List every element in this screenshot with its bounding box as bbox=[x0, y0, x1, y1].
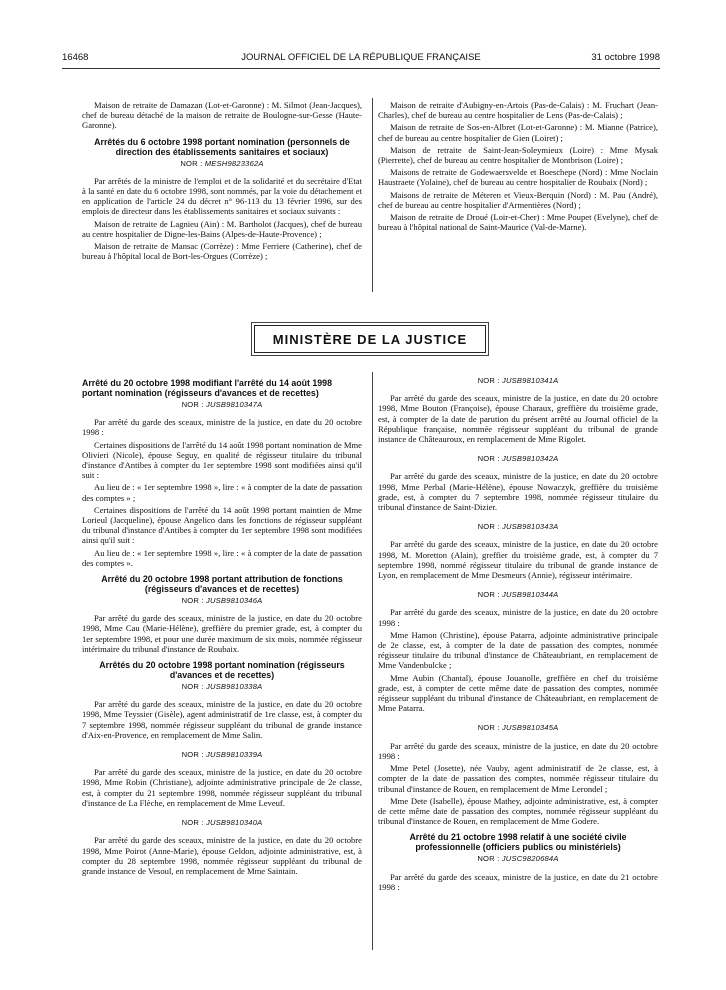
nor-reference: NOR : JUSB9810347A bbox=[181, 400, 263, 409]
nor-reference: NOR : JUSB9810338A bbox=[181, 682, 263, 692]
issue-date: 31 octobre 1998 bbox=[591, 52, 660, 63]
bottom-left-column bbox=[82, 372, 362, 878]
paragraph: Par arrêté du garde des sceaux, ministre de la justice, en date du 20 octobre 1998, Mme Cau (Marie-Hélène), greffière du premier grade, est, à compter du 1er septembre 1998, et pour une durée maximum de six mois, nommée régisseur intérimaire du tribunal d'instance de Roubaix. bbox=[82, 613, 362, 654]
paragraph: Maison de retraite de Droué (Loir-et-Cher) : Mme Poupet (Evelyne), chef de bureau à l'hôpital national de Saint-Maurice (Val-de-Marne). bbox=[378, 212, 658, 233]
journal-title: JOURNAL OFFICIEL DE LA RÉPUBLIQUE FRANÇAISE bbox=[241, 52, 481, 63]
ministry-title-box bbox=[254, 325, 486, 353]
paragraph: Mme Hamon (Christine), épouse Patarra, adjointe administrative principale de 2e classe, est, à compter de la date de passation des comptes, nommée régisseur titulaire du tribunal d'instance de Châteaubriant, en remplacement de Mme Vandenbulcke ; bbox=[378, 629, 658, 671]
paragraph: Maison de retraite de Mansac (Corrèze) : Mme Ferriere (Catherine), chef de bureau à l'hôpital local de Bort-les-Orgues (Corrèze) ; bbox=[82, 241, 362, 262]
nor-reference: NOR : JUSB9810341A bbox=[477, 376, 559, 385]
paragraph: Mme Dete (Isabelle), épouse Mathey, adjointe administrative, est, à compter de cette même date de passation des comptes, nommée régisseur suppléant du tribunal d'instance de Rouen, en remplacement de Mme Godere. bbox=[378, 795, 658, 827]
paragraph: Par arrêtés de la ministre de l'emploi et de la solidarité et du secrétaire d'Etat à la santé en date du 6 octobre 1998, sont nommés, par la voie du détachement et en application de l'article 24 du décret n° 96-113 du 13 février 1996, sur des emplois de directeur dans les établissements sanitaires et sociaux suivants : bbox=[82, 175, 362, 217]
nor-code: JUSB9810343A bbox=[501, 522, 559, 532]
nor-code: JUSB9810346A bbox=[205, 596, 263, 606]
nor-reference bbox=[82, 159, 362, 169]
paragraph: Par arrêté du garde des sceaux, ministre de la justice, en date du 20 octobre 1998 : bbox=[378, 740, 658, 761]
column-divider-bottom bbox=[372, 372, 373, 950]
paragraph: Au lieu de : « 1er septembre 1998 », lire : « à compter de la date de passation des comptes » ; bbox=[82, 482, 362, 503]
nor-code: JUSC9820684A bbox=[501, 854, 559, 864]
paragraph: Maisons de retraite de Godewaersvelde et Boeschepe (Nord) : Mme Noclain Haustraete (Yolaine), chef de bureau au centre hospitalier de Roubaix (Nord) ; bbox=[378, 167, 658, 188]
nor-reference: NOR : JUSB9810340A bbox=[181, 818, 263, 828]
top-right-column bbox=[378, 100, 658, 234]
nor-reference: NOR : JUSB9810343A bbox=[477, 522, 559, 532]
nor-code: JUSB9810342A bbox=[501, 454, 559, 464]
paragraph: Par arrêté du garde des sceaux, ministre de la justice, en date du 20 octobre 1998, M. Moretton (Alain), greffier du troisième grade, est, à compter du 7 septembre 1998, nommé régisseur titulaire du tribunal de grande instance de Lyon, en remplacement de Mme Desmeurs (Annie), régisseur intérimaire. bbox=[378, 539, 658, 581]
paragraph: Par arrêté du garde des sceaux, ministre de la justice, en date du 20 octobre 1998 : bbox=[378, 607, 658, 628]
top-left-column bbox=[82, 100, 362, 263]
nor-reference: NOR : JUSB9810346A bbox=[181, 596, 263, 606]
paragraph: Par arrêté du garde des sceaux, ministre de la justice, en date du 20 octobre 1998 : bbox=[82, 417, 362, 438]
page-number: 16468 bbox=[62, 52, 89, 63]
paragraph: Maison de retraite d'Aubigny-en-Artois (Pas-de-Calais) : M. Fruchart (Jean-Charles), chef de bureau au centre hospitalier de Lens (Pas-de-Calais) ; bbox=[378, 100, 658, 121]
header-rule bbox=[62, 68, 660, 69]
nor-reference: NOR : JUSB9810339A bbox=[181, 750, 263, 760]
section-heading: Arrêté du 20 octobre 1998 portant attribution de fonctions (régisseurs d'avances et de recettes) bbox=[101, 574, 343, 595]
nor-code: JUSB9810345A bbox=[501, 723, 559, 733]
nor-reference: NOR : JUSC9820684A bbox=[477, 854, 559, 864]
paragraph: Mme Petel (Josette), née Vauby, agent administratif de 2e classe, est, à compter de la date de passation des comptes, nommée régisseur titulaire du tribunal d'instance de Rouen, en remplacement de Mme Lerondel ; bbox=[378, 763, 658, 794]
paragraph: Maison de retraite de Lagnieu (Ain) : M. Bartholot (Jacques), chef de bureau au centre hospitalier de Digne-les-Bains (Alpes-de-Haute-Provence) ; bbox=[82, 218, 362, 239]
nor-code: JUSB9810344A bbox=[501, 590, 559, 600]
nor-label: NOR : bbox=[180, 158, 205, 168]
bottom-right-column bbox=[378, 374, 658, 894]
nor-code: JUSB9810339A bbox=[205, 750, 263, 760]
section-heading: Arrêtés du 20 octobre 1998 portant nomination (régisseurs d'avances et de recettes) bbox=[99, 660, 345, 681]
nor-code: JUSB9810340A bbox=[205, 818, 263, 828]
paragraph: Par arrêté du garde des sceaux, ministre de la justice, en date du 20 octobre 1998, Mme Teyssier (Gisèle), agent administratif de 1re classe, est, à compter du 7 septembre 1998, nommée régisseur suppléant du tribunal de grande instance d'Aix-en-Provence, en remplacement de Mme Salin. bbox=[82, 699, 362, 740]
paragraph: Maison de retraite de Damazan (Lot-et-Garonne) : M. Silmot (Jean-Jacques), chef de bureau détaché de la maison de retraite de Boulogne-sur-Gesse (Haute-Garonne). bbox=[82, 100, 362, 131]
paragraph: Par arrêté du garde des sceaux, ministre de la justice, en date du 20 octobre 1998, Mme Robin (Christiane), adjointe administrative principale de 2e classe, est, à compter du 21 septembre 1998, nommée régisseur suppléant du tribunal d'instance de La Flèche, en remplacement de Mme Leveuf. bbox=[82, 767, 362, 808]
nor-reference: NOR : JUSB9810345A bbox=[477, 723, 559, 733]
paragraph: Certaines dispositions de l'arrêté du 14 août 1998 portant maintien de Mme Lorieul (Jacqueline), épouse Angelico dans les fonctions de régisseur suppléant du tribunal d'instance d'Antibes à compter du 1er septembre 1998 sont modifiées ainsi qu'il suit : bbox=[82, 504, 362, 546]
paragraph: Maisons de retraite de Méteren et Vieux-Berquin (Nord) : M. Pau (André), chef de bureau au centre hospitalier d'Armentières (Nord) ; bbox=[378, 189, 658, 210]
paragraph: Maison de retraite de Sos-en-Albret (Lot-et-Garonne) : M. Mianne (Patrice), chef de bureau au centre hospitalier de Gien (Loiret) ; bbox=[378, 122, 658, 143]
ministry-title: MINISTÈRE DE LA JUSTICE bbox=[272, 331, 468, 347]
nor-reference: NOR : JUSB9810344A bbox=[477, 590, 559, 600]
nor-code: JUSB9810347A bbox=[205, 400, 263, 409]
paragraph: Par arrêté du garde des sceaux, ministre de la justice, en date du 21 octobre 1998 : bbox=[378, 871, 658, 892]
column-divider-top bbox=[372, 98, 373, 292]
section-heading: Arrêté du 21 octobre 1998 relatif à une société civile professionnelle (officiers publics ou ministériels) bbox=[409, 832, 627, 853]
nor-code: JUSB9810338A bbox=[205, 682, 263, 692]
section-heading: Arrêtés du 6 octobre 1998 portant nomination (personnels de direction des établissements sanitaires et sociaux) bbox=[94, 136, 350, 157]
paragraph: Par arrêté du garde des sceaux, ministre de la justice, en date du 20 octobre 1998, Mme Poirot (Anne-Marie), épouse Geldon, adjointe administrative, est, à compter du 28 septembre 1998, nommée régisseur suppléant du tribunal de grande instance de Vesoul, en remplacement de Mme Saintain. bbox=[82, 835, 362, 876]
page-header bbox=[62, 52, 660, 68]
nor-reference: NOR : JUSB9810342A bbox=[477, 454, 559, 464]
paragraph: Mme Aubin (Chantal), épouse Jouanolle, greffière en chef du troisième grade, est, à compter de cette même date de passation des comptes, nommée régisseur suppléant du tribunal d'instance de Châteaubriant, en remplacement de Mme Patarra. bbox=[378, 672, 658, 714]
paragraph: Au lieu de : « 1er septembre 1998 », lire : « à compter de la date de passation des comptes ». bbox=[82, 547, 362, 568]
nor-code: MESH9823362A bbox=[204, 158, 264, 168]
paragraph: Certaines dispositions de l'arrêté du 14 août 1998 portant nomination de Mme Olivieri (Nicole), épouse Seguy, en qualité de régisseur titulaire du tribunal d'instance d'Antibes à compter du 1er septembre 1998 sont modifiées ainsi qu'il suit : bbox=[82, 439, 362, 481]
paragraph: Par arrêté du garde des sceaux, ministre de la justice, en date du 20 octobre 1998, Mme Bouton (Françoise), épouse Charaux, greffière du troisième grade, est, à compter de la date de parution du présent arrêté au Journal officiel de la République française, nommée régisseur suppléant du tribunal de grande instance de Châteauroux, en remplacement de Mme Rigolet. bbox=[378, 393, 658, 445]
paragraph: Maison de retraite de Saint-Jean-Soleymieux (Loire) : Mme Mysak (Pierrette), chef de bureau au centre hospitalier de Montbrison (Loire) ; bbox=[378, 144, 658, 166]
nor-code: JUSB9810341A bbox=[501, 376, 559, 385]
section-heading: Arrêté du 20 octobre 1998 modifiant l'arrêté du 14 août 1998 portant nomination (régisseurs d'avances et de recettes) bbox=[82, 378, 332, 398]
paragraph: Par arrêté du garde des sceaux, ministre de la justice, en date du 20 octobre 1998, Mme Perbal (Marie-Hélène), épouse Nowaczyk, greffière du troisième grade, est, à compter du 7 septembre 1998, nommée régisseur titulaire du tribunal d'instance de Saint-Dizier. bbox=[378, 471, 658, 513]
